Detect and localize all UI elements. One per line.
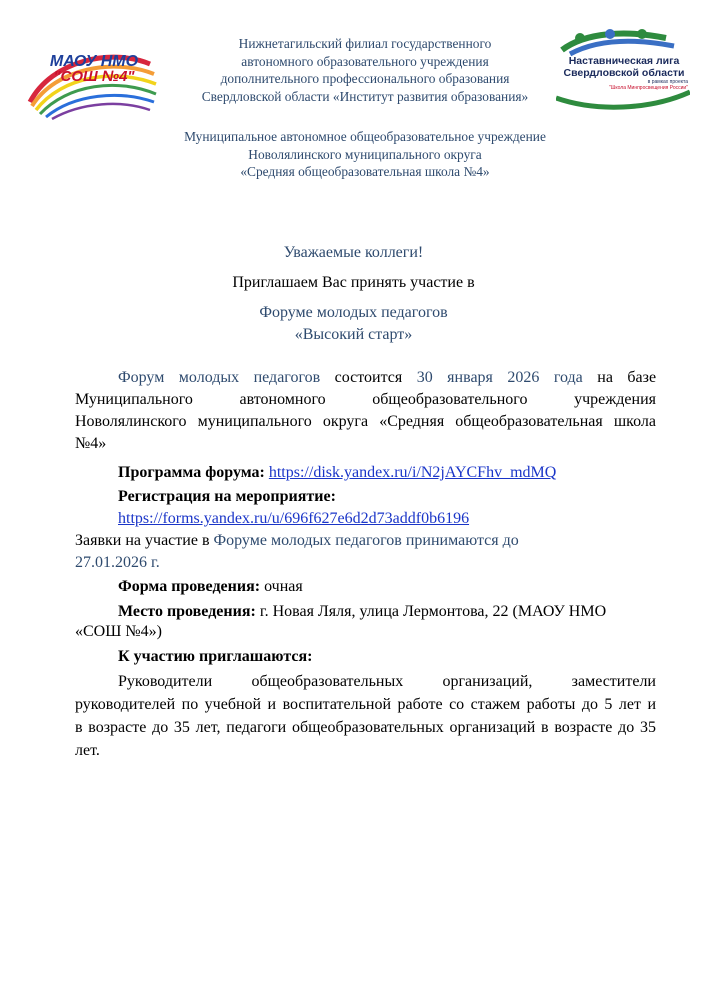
invited-line: руководителей по учебной и воспитательной работе со стажем работы до 5 лет и [75, 696, 656, 713]
program-row [118, 462, 556, 484]
applications-line1 [75, 530, 519, 552]
league-logo-line4: "Школа Минпросвещения России" [609, 85, 688, 91]
form-label: Форма проведения: [118, 578, 261, 595]
intro-line4: №4» [75, 435, 107, 452]
invited-line: Руководители общеобразовательных организаций, заместители [118, 673, 656, 690]
applications-prefix: Заявки на участие в [75, 532, 210, 549]
league-logo-line2: Свердловской области [563, 67, 685, 79]
invite-text: Приглашаем Вас принять участие в [232, 274, 475, 291]
intro-will-take-place: состоится [334, 369, 403, 386]
school-logo-line2: "СОШ №4" [53, 68, 135, 85]
header-org2 [150, 128, 580, 181]
venue-label: Место проведения: [118, 603, 256, 620]
registration-label [118, 486, 336, 508]
venue-value-line1: г. Новая Ляля, улица Лермонтова, 22 (МАОУ НМО [259, 603, 607, 620]
invited-line: лет. [75, 742, 100, 759]
invited-label-text: К участию приглашаются: [118, 648, 313, 665]
greeting: Уважаемые коллеги! [283, 244, 424, 261]
header-org1-line: Свердловской области «Институт развития образования» [201, 88, 529, 104]
header-org1 [150, 35, 580, 105]
school-logo-line1: МАОУ НМО [49, 53, 139, 70]
form-value: очная [264, 578, 303, 595]
header-org1-line: дополнительного профессионального образования [220, 71, 510, 86]
league-logo-line3: в рамках проекта [647, 79, 688, 85]
invited-line: в возрасте до 35 лет, педагоги общеобразовательных организаций в возрасте до 35 [75, 719, 656, 736]
program-link[interactable]: https://disk.yandex.ru/i/N2jAYCFhv_mdMQ [268, 464, 557, 481]
header-org1-line: автономного образовательного учреждения [241, 53, 489, 69]
applications-highlight: Форуме молодых педагогов принимаются до [213, 532, 519, 549]
registration-link[interactable]: https://forms.yandex.ru/u/696f627e6d2d73addf0b6196 [118, 510, 470, 527]
forum-title-line: «Высокий старт» [294, 326, 413, 343]
venue-row [118, 601, 606, 623]
intro-line1 [118, 367, 656, 389]
school-logo [22, 40, 162, 120]
invited-label [118, 646, 312, 668]
header-org2-line: «Средняя общеобразовательная школа №4» [240, 164, 490, 179]
forum-title [0, 302, 707, 346]
registration-label-text: Регистрация на мероприятие: [118, 488, 336, 505]
intro-at-base: на базе [597, 369, 657, 386]
intro-line2: Муниципального автономного общеобразовательного учреждения [75, 391, 656, 408]
header-org1-line: Нижнетагильский филиал государственного [238, 36, 492, 51]
header-org2-line: Новолялинского муниципального округа [248, 146, 482, 162]
form-row [118, 576, 303, 598]
program-label: Программа форума: [118, 464, 265, 481]
applications-deadline: 27.01.2026 г. [75, 554, 160, 571]
league-logo-line1: Наставническая лига [568, 55, 680, 67]
intro-line3: Новолялинского муниципального округа «Средняя общеобразовательная школа [75, 413, 656, 430]
intro-date: 30 января 2026 года [416, 369, 583, 386]
header-org2-line: Муниципальное автономное общеобразовательное учреждение [184, 129, 546, 144]
intro-forum-name: Форум молодых педагогов [118, 369, 321, 386]
registration-row [118, 508, 469, 530]
venue-value-line2: «СОШ №4») [75, 623, 162, 640]
forum-title-line: Форуме молодых педагогов [259, 304, 448, 321]
